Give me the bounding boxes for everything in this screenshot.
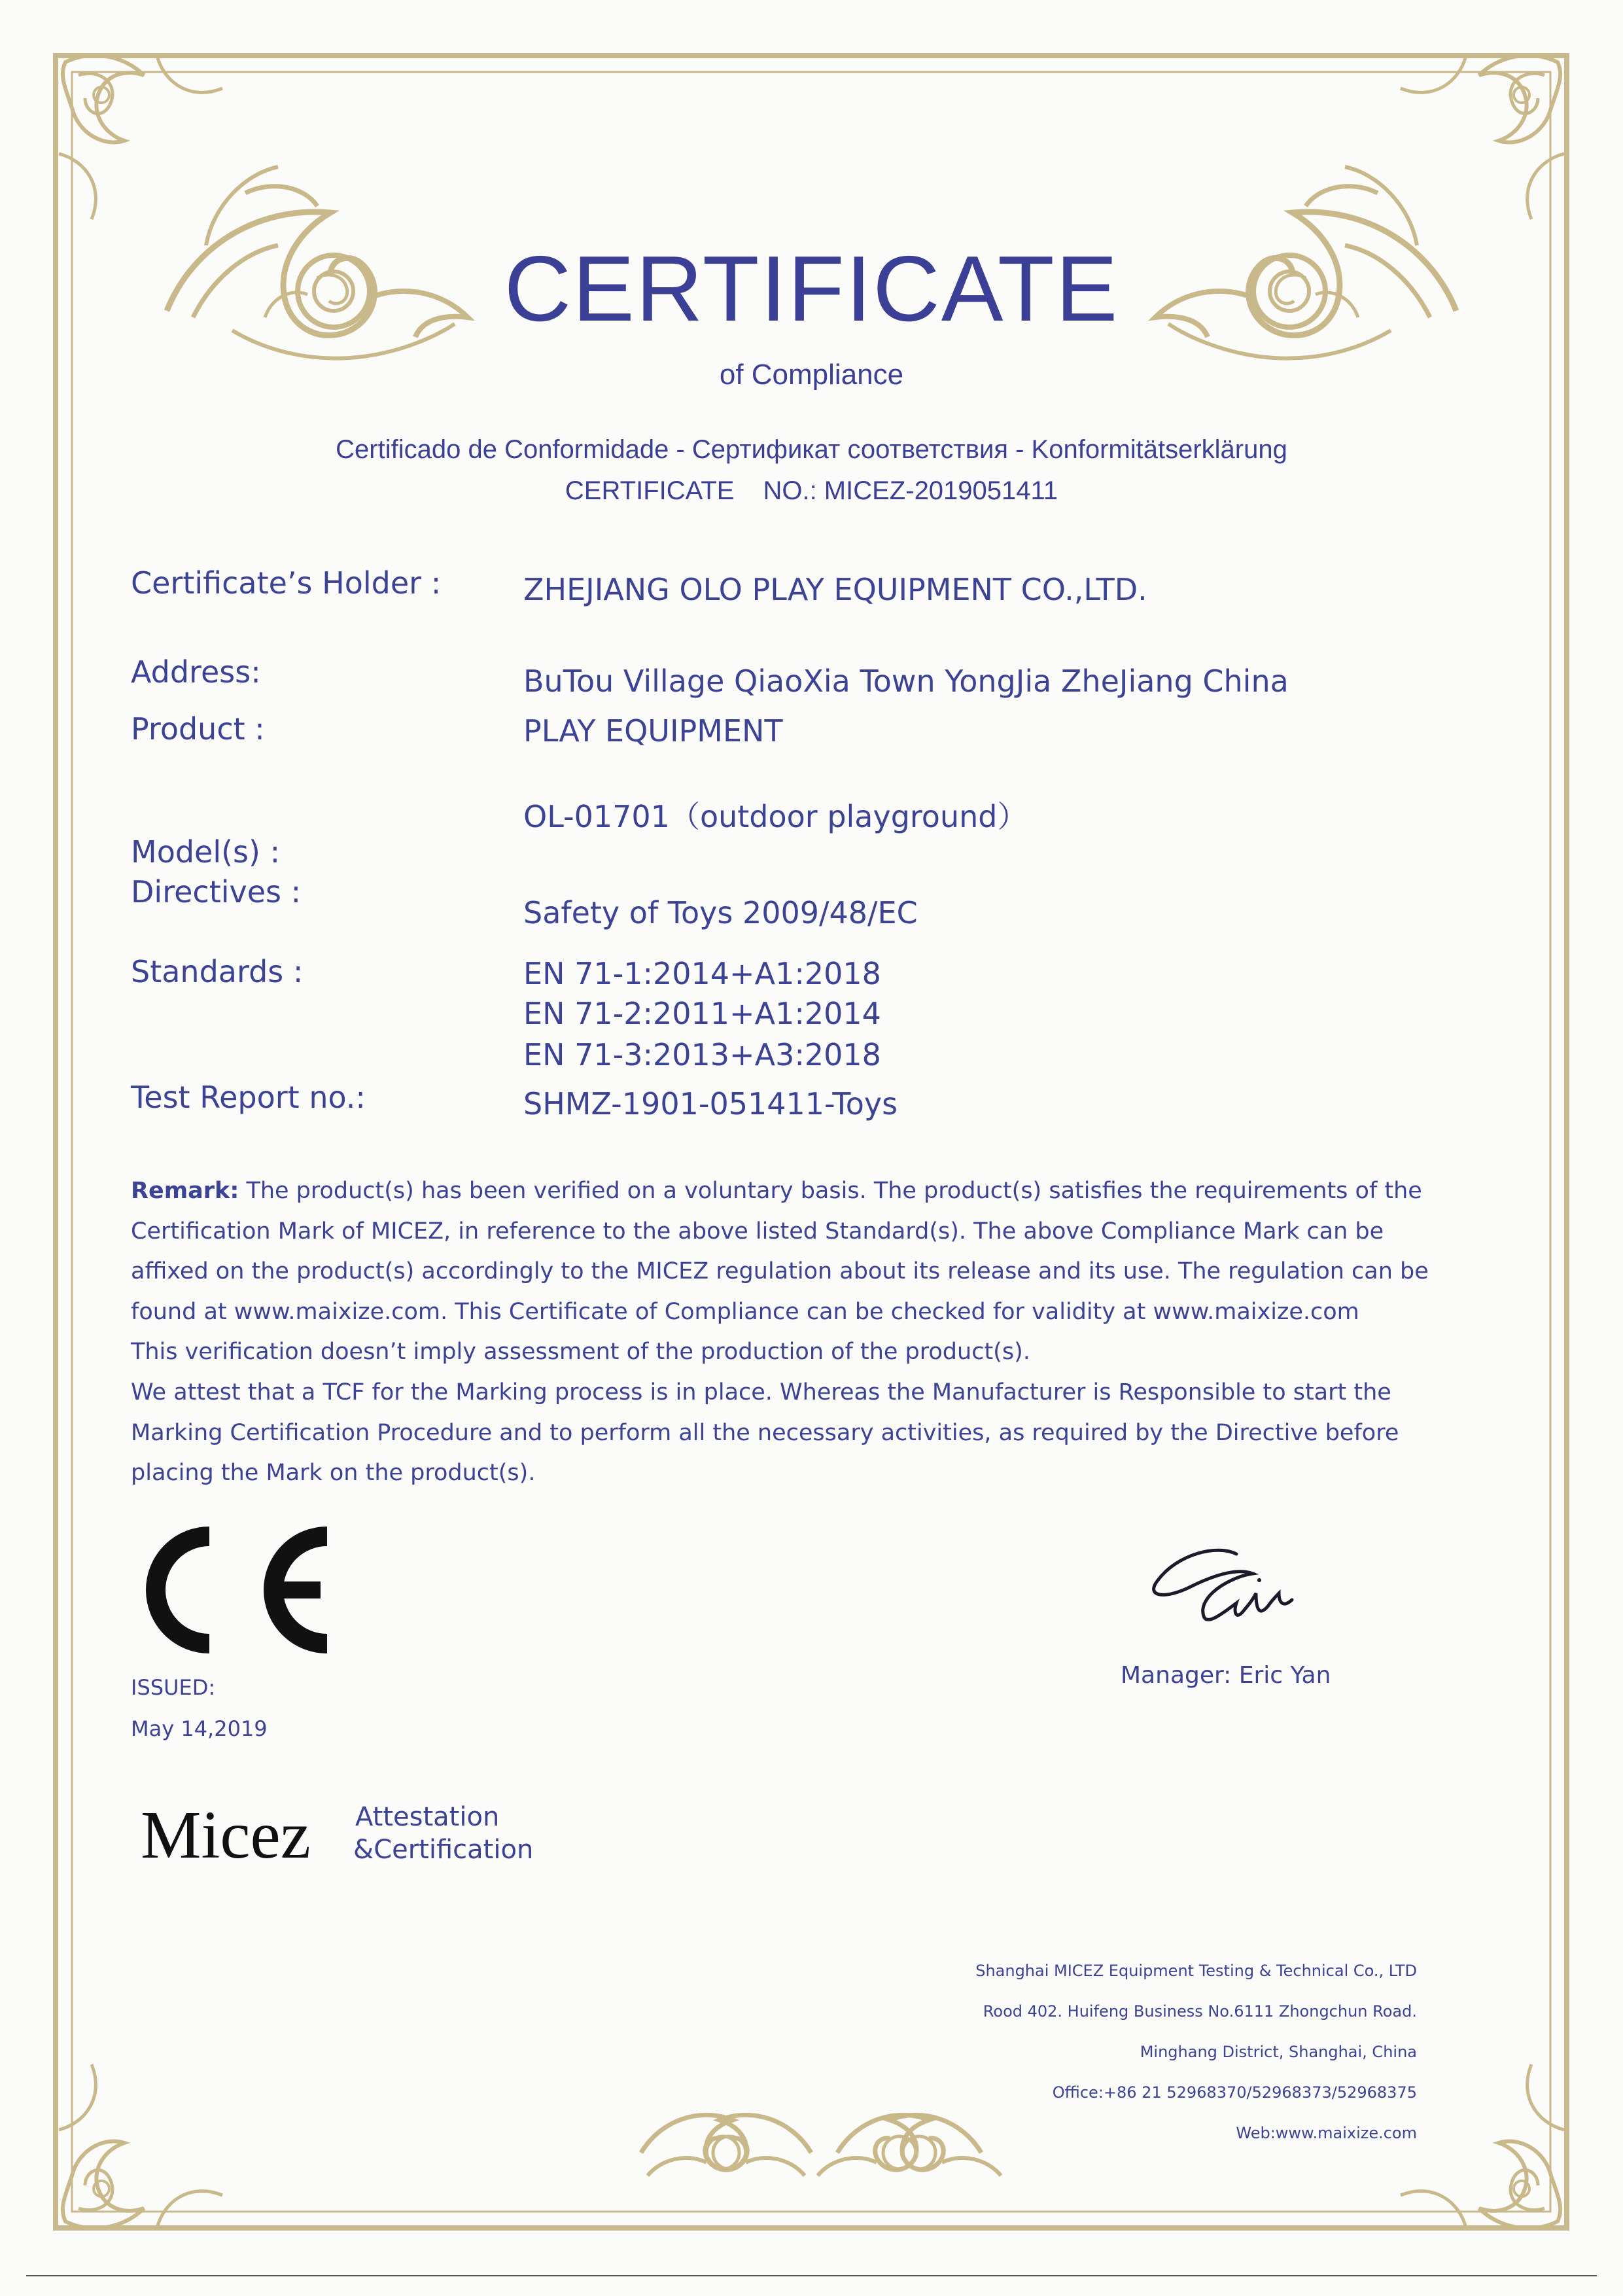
footer-address-1: Rood 402. Huifeng Business No.6111 Zhongchun Road. [983,2002,1417,2021]
footer-company: Shanghai MICEZ Equipment Testing & Technical Co., LTD [975,1962,1417,1980]
address-label: Address: [131,654,261,690]
standard-item-3: EN 71-3:2013+A3:2018 [523,1037,881,1072]
remark-line-3: affixed on the product(s) accordingly to the MICEZ regulation about its release and its use. The regulation can be [131,1258,1429,1285]
standard-item-2: EN 71-2:2011+A1:2014 [523,996,881,1031]
footer-web: Web:www.maixize.com [1236,2124,1417,2142]
footer-office: Office:+86 21 52968370/52968373/52968375 [1052,2083,1417,2102]
holder-value: ZHEJIANG OLO PLAY EQUIPMENT CO.,LTD. [523,572,1147,607]
model-label: Model(s) : [131,834,281,870]
holder-label: Certificate’s Holder : [131,565,442,601]
test-report-value: SHMZ-1901-051411-Toys [523,1086,898,1122]
remark-line-2: Certification Mark of MICEZ, in reference to the above listed Standard(s). The above Compliance Mark can be [131,1218,1384,1245]
manager-signature [1138,1541,1335,1639]
directives-value: Safety of Toys 2009/48/EC [523,895,918,930]
remark-line-7: Marking Certification Procedure and to perform all the necessary activities, as required by the Directive before [131,1419,1399,1446]
micez-logo: Micez [141,1797,311,1873]
manager-name: Manager: Eric Yan [1121,1662,1331,1689]
directives-label: Directives : [131,874,302,910]
certificate-subtitle: of Compliance [719,359,904,391]
certificate-title: CERTIFICATE [504,237,1119,341]
standard-item-1: EN 71-1:2014+A1:2018 [523,956,881,991]
remark-line-1: Remark: The product(s) has been verified on a voluntary basis. The product(s) satisfies the requirements of the [131,1178,1422,1204]
remark-line-4: found at www.maixize.com. This Certificate of Compliance can be checked for validity at www.maixize.com [131,1298,1359,1325]
issued-date: May 14,2019 [131,1716,268,1741]
brand-tagline-1: Attestation [355,1802,500,1832]
test-report-label: Test Report no.: [131,1080,366,1115]
model-value: OL-01701（outdoor playground） [523,799,1028,834]
address-value: BuTou Village QiaoXia Town YongJia ZheJiang China [523,663,1289,699]
ce-mark-icon [131,1525,340,1655]
remark-paragraph [131,1171,1446,1494]
brand-tagline [353,1801,533,1866]
remark-label: Remark: [131,1178,239,1204]
certificate-number-line [0,476,1623,506]
product-value: PLAY EQUIPMENT [523,713,783,749]
product-label: Product : [131,711,265,747]
issued-label: ISSUED: [131,1675,216,1700]
brand-tagline-2: &Certification [353,1835,534,1865]
standards-label: Standards : [131,954,304,989]
remark-line-8: placing the Mark on the product(s). [131,1460,536,1487]
remark-line-6: We attest that a TCF for the Marking process is in place. Whereas the Manufacturer is Responsible to start the [131,1379,1391,1405]
certificate-label: CERTIFICATE [565,476,735,505]
multilanguage-title: Certificado de Conformidade - Сертификат соответствия - Konformitätserklärung [336,435,1287,464]
footer-address-2: Minghang District, Shanghai, China [1140,2043,1417,2061]
certificate-number: NO.: MICEZ-2019051411 [763,476,1058,505]
remark-line-5: This verification doesn’t imply assessment of the production of the product(s). [131,1339,1030,1366]
